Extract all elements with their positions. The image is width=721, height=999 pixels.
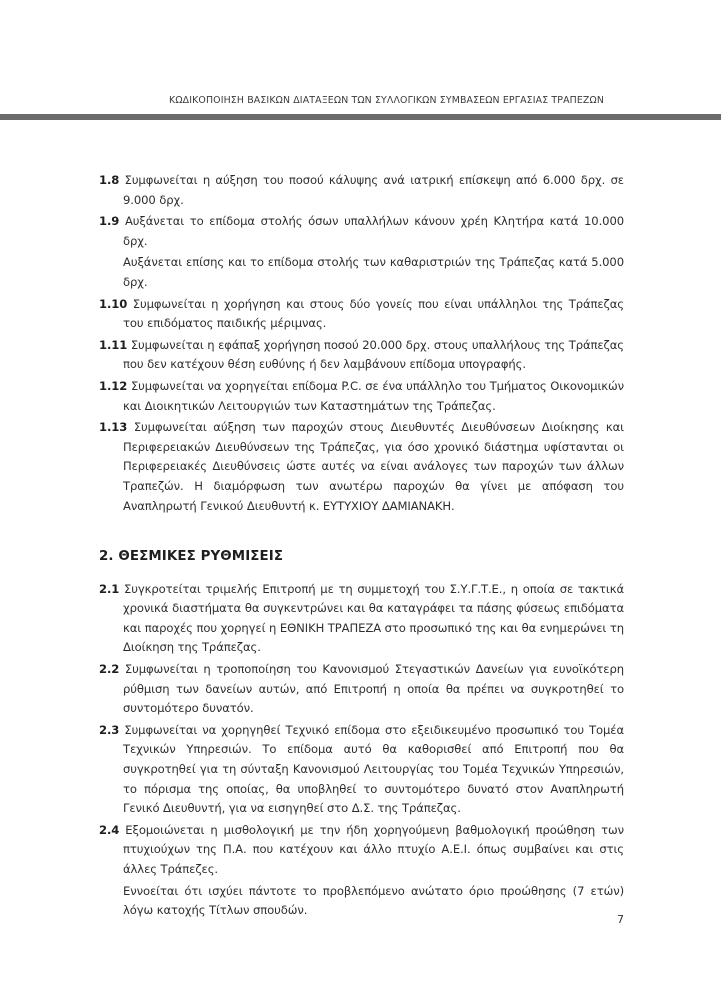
clause-continuation: Εννοείται ότι ισχύει πάντοτε το προβλεπόμενο ανώτατο όριο προώθησης (7 ετών) λόγω κατοχής Τίτλων σπουδών. bbox=[123, 883, 624, 918]
clause-text: Συμφωνείται να χορηγηθεί Τεχνικό επίδομα στο εξειδικευμένο προσωπικό του Τομέα Τεχνικών Υπηρεσιών. Το επίδομα αυτό θα καθορισθεί από Επιτροπή που θα συγκροτηθεί για τη σύνταξη Κανονισμού Λειτουργίας του Τομέα Τεχνικών Υπηρεσιών, το πόρισμα της οποίας, θα υποβληθεί το συντομότερο δυνατό στον Αναπληρωτή Γενικό Διευθυντή, για να εισηγηθεί στο Δ.Σ. της Τράπεζας. bbox=[123, 722, 624, 816]
clause-text: Αυξάνεται το επίδομα στολής όσων υπαλλήλων κάνουν χρέη Κλητήρα κατά 10.000 δρχ. bbox=[123, 214, 624, 248]
clause-paragraph bbox=[99, 377, 624, 416]
section-heading: 2. ΘΕΣΜΙΚΕΣ ΡΥΘΜΙΣΕΙΣ bbox=[99, 549, 284, 565]
clause-number: 1.10 bbox=[99, 296, 128, 311]
clause-paragraph bbox=[99, 171, 624, 210]
clause-number: 1.12 bbox=[99, 378, 128, 393]
clause-item bbox=[99, 336, 624, 375]
clause-number: 2.2 bbox=[99, 662, 120, 677]
clause-paragraph bbox=[99, 212, 624, 251]
document-body bbox=[99, 171, 624, 923]
clause-paragraph bbox=[99, 336, 624, 375]
clause-number: 1.9 bbox=[99, 214, 120, 229]
clause-number: 2.3 bbox=[99, 722, 120, 737]
header-rule bbox=[0, 114, 721, 120]
clause-text: Συμφωνείται να χορηγείται επίδομα P.C. σε ένα υπάλληλο του Τμήματος Οικονομικών και Διοικητικών Λειτουργιών των Καταστημάτων της Τράπεζας. bbox=[123, 378, 625, 413]
clause-paragraph bbox=[99, 821, 624, 880]
page-number: 7 bbox=[617, 913, 624, 926]
section-1-items bbox=[99, 171, 624, 516]
clause-item bbox=[99, 377, 624, 416]
clause-item bbox=[99, 821, 624, 921]
clause-text: Συμφωνείται η αύξηση του ποσού κάλυψης ανά ιατρική επίσκεψη από 6.000 δρχ. σε 9.000 δρχ. bbox=[123, 173, 624, 207]
clause-number: 1.8 bbox=[99, 173, 120, 187]
clause-item bbox=[99, 580, 624, 658]
clause-text: Συμφωνείται η τροποποίηση του Κανονισμού Στεγαστικών Δανείων για ευνοϊκότερη ρύθμιση των δανείων αυτών, από Επιτροπή η οποία θα πρέπει να συγκροτηθεί το συντομότερο δυνατόν. bbox=[123, 662, 624, 716]
clause-item bbox=[99, 295, 624, 334]
clause-item bbox=[99, 171, 624, 210]
clause-text: Συγκροτείται τριμελής Επιτροπή με τη συμμετοχή του Σ.Υ.Γ.Τ.Ε., η οποία σε τακτικά χρονικά διαστήματα θα συγκεντρώνει και θα καταγράφει τα πάσης φύσεως επιδόματα και παροχές που χορηγεί η ΕΘΝΙΚΗ ΤΡΑΠΕΖΑ στο προσωπικό της και θα ενημερώνει τη Διοίκηση της Τράπεζας. bbox=[123, 581, 624, 655]
section-2-items bbox=[99, 580, 624, 921]
clause-number: 1.13 bbox=[99, 420, 128, 435]
clause-item bbox=[99, 721, 624, 819]
clause-number: 2.4 bbox=[99, 822, 120, 837]
clause-text: Συμφωνείται η εφάπαξ χορήγηση ποσού 20.000 δρχ. στους υπαλλήλους της Τράπεζας που δεν κατέχουν θέση ευθύνης ή δεν λαμβάνουν επίδομα υπογραφής. bbox=[123, 337, 624, 372]
clause-number: 1.11 bbox=[99, 337, 128, 352]
clause-item bbox=[99, 418, 624, 516]
clause-paragraph bbox=[99, 295, 624, 334]
clause-paragraph bbox=[99, 660, 624, 719]
clause-paragraph bbox=[99, 580, 624, 658]
clause-number: 2.1 bbox=[99, 581, 120, 596]
running-header: ΚΩΔΙΚΟΠΟΙΗΣΗ ΒΑΣΙΚΩΝ ΔΙΑΤΑΞΕΩΝ ΤΩΝ ΣΥΛΛΟΓΙΚΩΝ ΣΥΜΒΑΣΕΩΝ ΕΡΓΑΣΙΑΣ ΤΡΑΠΕΖΩΝ bbox=[169, 95, 604, 106]
clause-text: Συμφωνείται η χορήγηση και στους δύο γονείς που είναι υπάλληλοι της Τράπεζας του επιδόματος παιδικής μέριμνας. bbox=[123, 296, 625, 331]
clause-item bbox=[99, 660, 624, 719]
clause-paragraph bbox=[99, 721, 624, 819]
clause-continuation: Αυξάνεται επίσης και το επίδομα στολής των καθαριστριών της Τράπεζας κατά 5.000 δρχ. bbox=[123, 255, 624, 289]
clause-paragraph bbox=[99, 418, 624, 516]
clause-text: Εξομοιώνεται η μισθολογική με την ήδη χορηγούμενη βαθμολογική προώθηση των πτυχιούχων της Π.Α. που κατέχουν και άλλο πτυχίο Α.Ε.Ι. όπως συμβαίνει και στις άλλες Τράπεζες. bbox=[123, 822, 624, 876]
clause-item bbox=[99, 212, 624, 292]
clause-text: Συμφωνείται αύξηση των παροχών στους Διευθυντές Διευθύνσεων Διοίκησης και Περιφερειακών Διευθύνσεων της Τράπεζας, για όσο χρονικό διάστημα υφίστανται οι Περιφερειακές Διευθύνσεις ώστε αυτές να είναι ανάλογες των παροχών των άλλων Τραπεζών. Η διαμόρφωση των ανωτέρω παροχών θα γίνει με απόφαση του Αναπληρωτή Γενικού Διευθυντή κ. ΕΥΤΥΧΙΟΥ ΔΑΜΙΑΝΑΚΗ. bbox=[123, 420, 625, 513]
